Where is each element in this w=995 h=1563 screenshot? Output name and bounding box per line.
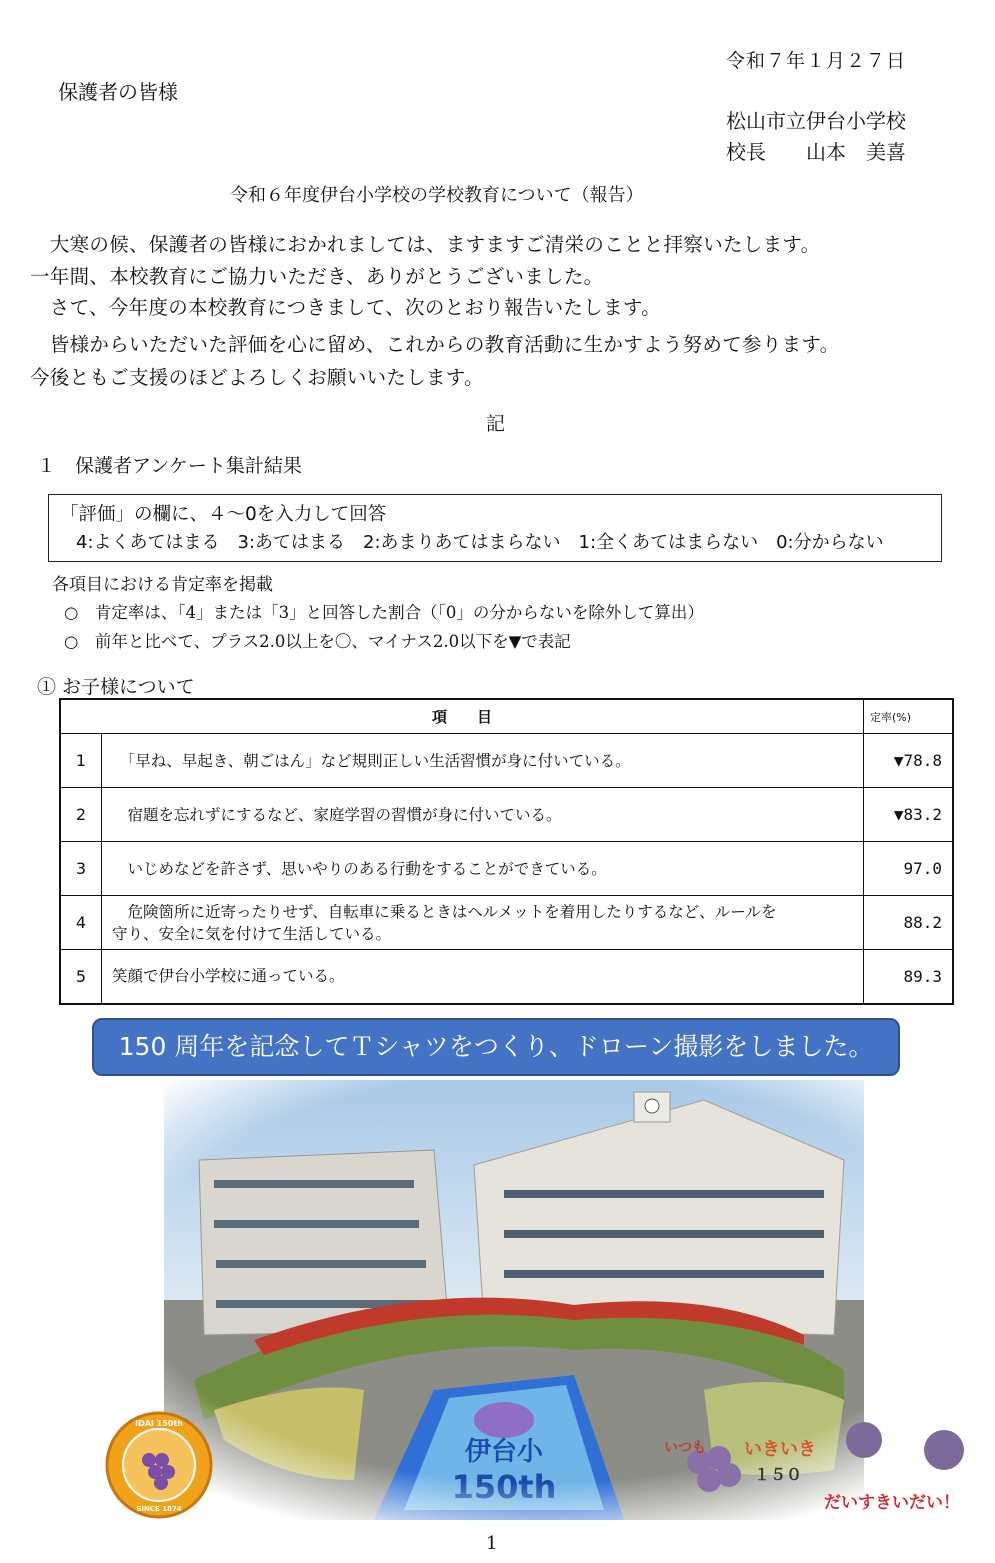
row-item: 宿題を忘れずにするなど、家庭学習の習慣が身に付いている。 bbox=[102, 788, 864, 842]
table-row bbox=[60, 734, 953, 788]
slogan-text: いつも bbox=[664, 1440, 706, 1456]
date: 令和７年１月２７日 bbox=[726, 50, 907, 72]
row-number: 1 bbox=[60, 734, 102, 788]
subsection-title: ① お子様について bbox=[37, 676, 195, 698]
school-name: 松山市立伊台小学校 bbox=[726, 109, 906, 133]
drone-photo bbox=[104, 1080, 984, 1520]
note-item: ○ 肯定率は、「4」または「3」と回答した割合（「0」の分からないを除外して算出） bbox=[64, 603, 704, 622]
row-number: 5 bbox=[60, 950, 102, 1004]
paragraph: 一年間、本校教育にご協力いただき、ありがとうございました。 bbox=[30, 265, 604, 288]
row-rate: 88.2 bbox=[864, 896, 954, 950]
table-row bbox=[60, 842, 953, 896]
anniversary-banner: 150 周年を記念してＴシャツをつくり、ドローン撮影をしました。 bbox=[92, 1018, 900, 1076]
table-header-row bbox=[60, 699, 953, 734]
table-row bbox=[60, 896, 953, 950]
row-rate: 97.0 bbox=[864, 842, 954, 896]
document-title: 令和６年度伊台小学校の学校教育について（報告） bbox=[230, 185, 644, 206]
seal-text: IDAI 150th bbox=[135, 1419, 183, 1428]
table-row bbox=[60, 950, 953, 1004]
slogan-text: だいすきいだい！ bbox=[824, 1493, 960, 1513]
header-rate: 定率(%) bbox=[864, 699, 954, 734]
slogan-text: １５０ bbox=[754, 1465, 803, 1484]
notes-heading: 各項目における肯定率を掲載 bbox=[52, 575, 273, 595]
row-number: 2 bbox=[60, 788, 102, 842]
slogan-text: いきいき bbox=[744, 1439, 816, 1460]
principal-name: 校長 山本 美喜 bbox=[726, 140, 906, 164]
page-number: 1 bbox=[486, 1533, 498, 1554]
anniversary-seal-icon bbox=[107, 1413, 211, 1517]
ki-heading: 記 bbox=[486, 413, 506, 435]
legend-line: 4:よくあてはまる 3:あてはまる 2:あまりあてはまらない 1:全くあてはまらない 0:分からない bbox=[76, 532, 884, 553]
note-item: ○ 前年と比べて、プラス2.0以上を〇、マイナス2.0以下を▼で表記 bbox=[64, 632, 571, 651]
seal-text: SINCE 1874 bbox=[136, 1505, 182, 1513]
legend-line: 「評価」の欄に、４～0を入力して回答 bbox=[60, 504, 387, 525]
header-item: 項 目 bbox=[60, 699, 864, 734]
table-row bbox=[60, 788, 953, 842]
paragraph: さて、今年度の本校教育につきまして、次のとおり報告いたします。 bbox=[30, 296, 661, 319]
row-number: 4 bbox=[60, 896, 102, 950]
row-item-line: 危険箇所に近寄ったりせず、自転車に乗るときはヘルメットを着用したりするなど、ルールを bbox=[112, 902, 777, 921]
row-rate: ▼78.8 bbox=[864, 734, 954, 788]
section-title: １ 保護者アンケート集計結果 bbox=[37, 455, 302, 477]
row-item-line: 守り、安全に気を付けて生活している。 bbox=[112, 924, 392, 943]
row-item bbox=[102, 896, 864, 950]
row-item: 笑顔で伊台小学校に通っている。 bbox=[102, 950, 864, 1004]
row-number: 3 bbox=[60, 842, 102, 896]
survey-table bbox=[59, 698, 954, 1005]
row-rate: 89.3 bbox=[864, 950, 954, 1004]
row-item: 「早ね、早起き、朝ごはん」など規則正しい生活習慣が身に付いている。 bbox=[102, 734, 864, 788]
paragraph: 皆様からいただいた評価を心に留め、これからの教育活動に生かすよう努めて参ります。 bbox=[30, 333, 840, 356]
row-rate: ▼83.2 bbox=[864, 788, 954, 842]
paragraph: 大寒の候、保護者の皆様におかれましては、ますますご清栄のことと拝察いたします。 bbox=[30, 233, 821, 256]
row-item: いじめなどを許さず、思いやりのある行動をすることができている。 bbox=[102, 842, 864, 896]
recipient: 保護者の皆様 bbox=[58, 80, 178, 104]
paragraph: 今後ともご支援のほどよろしくお願いいたします。 bbox=[30, 366, 484, 389]
